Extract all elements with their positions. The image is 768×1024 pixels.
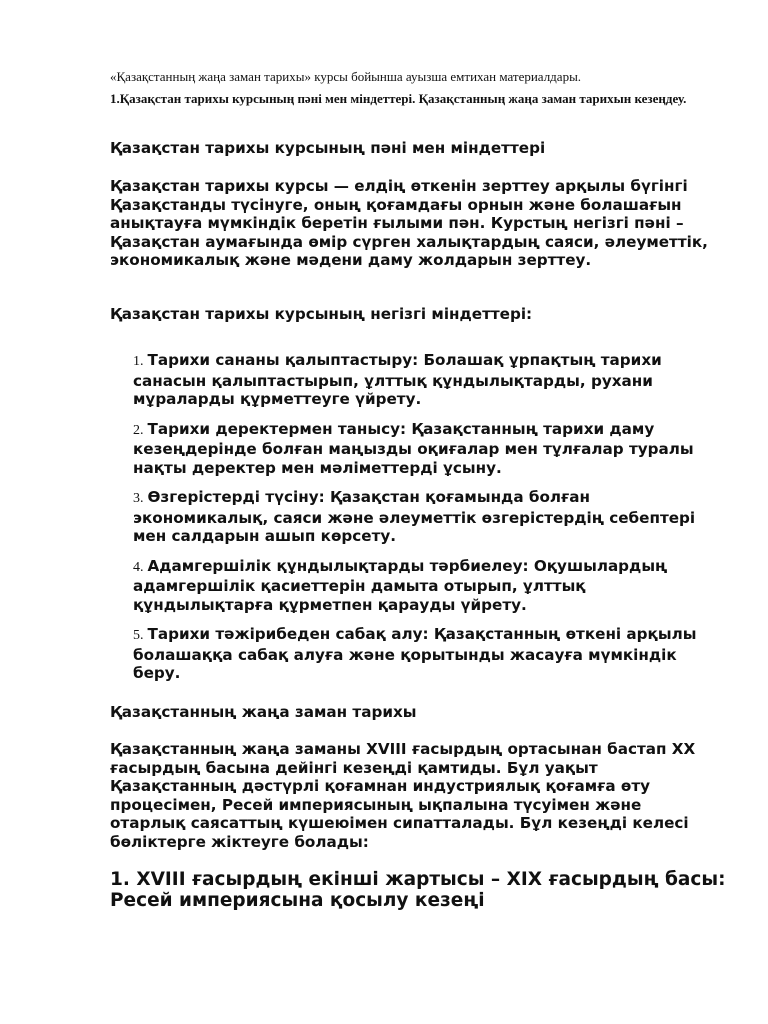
list-item-text: Адамгершілік құндылықтарды тәрбиелеу: Оқушылардың адамгершілік қасиеттерін дамыта отырып, ұлттық құндылықтарға құрметпен қарауды үйрету. (133, 556, 668, 614)
list-item (133, 351, 723, 409)
list-item-number: 3. (133, 491, 144, 506)
list-item (133, 420, 723, 478)
intro-line: «Қазақстанның жаңа заман тарихы» курсы бойынша ауызша емтихан материалдары. (110, 69, 582, 84)
list-item-text: Тарихи сананы қалыптастыру: Болашақ ұрпақтың тарихи санасын қалыптастырып, ұлттық құндылықтарды, рухани мұраларды құрметтеуге үйрету. (133, 351, 662, 408)
tasks-list (133, 351, 723, 694)
list-item-number: 5. (133, 628, 144, 643)
list-item (133, 625, 723, 683)
list-item-number: 4. (133, 559, 144, 575)
list-item-number: 1. (133, 354, 144, 369)
list-item-number: 2. (133, 422, 144, 438)
list-item-text: Тарихи деректермен танысу: Қазақстанның тарихи даму кезеңдерінде болған маңызды оқиғалар мен тұлғалар туралы нақты деректер мен мәліметтерді ұсыну. (133, 419, 694, 477)
period-heading: 1. XVIII ғасырдың екінші жартысы – XIX ғасырдың басы: Ресей империясына қосылу кезеңі (110, 869, 726, 911)
list-item-text: Тарихи тәжірибеден сабақ алу: Қазақстанның өткені арқылы болашаққа сабақ алуға және қорытынды жасауға мүмкіндік беру. (133, 625, 697, 682)
subject-paragraph: Қазақстан тарихы курсы — елдің өткенін зерттеу арқылы бүгінгі Қазақстанды түсінуге, оның қоғамдағы орнын және болашағын анықтауға мүмкіндік беретін ғылыми пән. Курстың негізгі пәні – Қазақстан аумағында өмір сүрген халықтардың саяси, әлеуметтік, экономикалық және мәдени даму жолдарын зерттеу. (110, 177, 708, 269)
modern-history-heading: Қазақстанның жаңа заман тарихы (110, 703, 417, 721)
tasks-heading: Қазақстан тарихы курсының негізгі міндеттері: (110, 305, 533, 323)
exam-question: 1.Қазақстан тарихы курсының пәні мен міндеттері. Қазақстанның жаңа заман тарихын кезеңдеу. (110, 91, 687, 106)
list-item (133, 488, 723, 546)
list-item (133, 557, 723, 615)
list-item-text: Өзгерістерді түсіну: Қазақстан қоғамында болған экономикалық, саяси және әлеуметтік өзгерістердің себептері мен салдарын ашып көрсету. (133, 488, 696, 545)
modern-history-paragraph: Қазақстанның жаңа заманы XVIII ғасырдың ортасынан бастап XX ғасырдың басына дейінгі кезеңді қамтиды. Бұл уақыт Қазақстанның дәстүрлі қоғамнан индустриялық қоғамға өту процесімен, Ресей империясының ықпалына түсуімен және отарлық саясаттың күшеюімен сипатталады. Бұл кезеңді келесі бөліктерге жіктеуге болады: (110, 740, 696, 851)
section-heading-subject: Қазақстан тарихы курсының пәні мен міндеттері (110, 139, 546, 157)
